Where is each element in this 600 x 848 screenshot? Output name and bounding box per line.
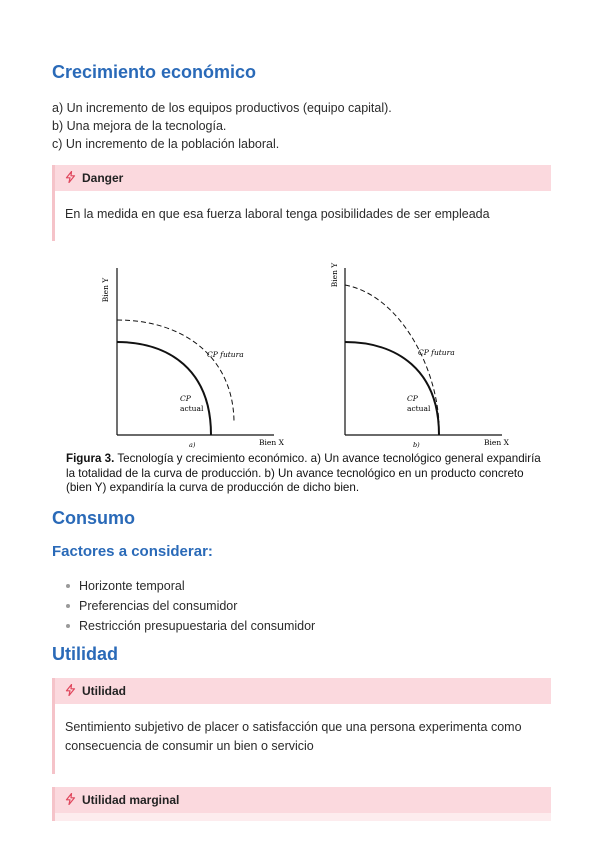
bullet-dot bbox=[66, 624, 70, 628]
cp-actual-label-a-bottom: actual bbox=[180, 404, 204, 413]
bullet-dot bbox=[66, 604, 70, 608]
danger-label: Danger bbox=[82, 171, 124, 185]
bullet-dot bbox=[66, 584, 70, 588]
lightning-icon bbox=[65, 793, 76, 808]
x-axis-label-a: Bien X bbox=[259, 438, 284, 447]
cp-futura-curve-a bbox=[117, 320, 234, 423]
chart-b-tag: b) bbox=[413, 441, 420, 449]
figure-caption-text: Tecnología y crecimiento económico. a) Un avance tecnológico general expandiría la totalidad de la curva de producción. b) Un avance tecnológico en un producto concreto (bien Y) expandiría la curva de producción de dicho bien. bbox=[66, 452, 541, 494]
list-item bbox=[52, 616, 315, 636]
heading-consumo: Consumo bbox=[52, 508, 135, 528]
chart-a-tag: a) bbox=[189, 441, 196, 449]
danger-callout bbox=[52, 165, 551, 241]
utilidad-callout-label: Utilidad bbox=[82, 684, 126, 698]
cp-futura-label-a: CP futura bbox=[207, 350, 244, 359]
cp-actual-curve-a bbox=[117, 342, 211, 435]
crecimiento-item: b) Una mejora de la tecnología. bbox=[52, 119, 227, 133]
cp-futura-label-b: CP futura bbox=[418, 348, 455, 357]
crecimiento-item: c) Un incremento de la población laboral. bbox=[52, 137, 280, 151]
utilidad-callout-body: Sentimiento subjetivo de placer o satisfacción que una persona experimenta como consecuencia de consumir un bien o servicio bbox=[55, 704, 551, 774]
heading-crecimiento: Crecimiento económico bbox=[52, 62, 257, 82]
figure-caption bbox=[66, 452, 548, 496]
figure-caption-label: Figura 3. bbox=[66, 452, 115, 465]
lightning-icon bbox=[65, 171, 76, 186]
cp-actual-label-a-top: CP bbox=[180, 394, 191, 403]
chart-b bbox=[330, 262, 510, 449]
figure-production-curves bbox=[64, 255, 548, 450]
heading-utilidad: Utilidad bbox=[52, 644, 118, 664]
heading-factores: Factores a considerar: bbox=[52, 543, 213, 560]
crecimiento-item: a) Un incremento de los equipos productivos (equipo capital). bbox=[52, 101, 392, 115]
utilidad-marginal-header[interactable] bbox=[55, 787, 551, 813]
list-item bbox=[52, 596, 315, 616]
utilidad-callout bbox=[52, 678, 551, 774]
utilidad-marginal-callout bbox=[52, 787, 551, 821]
list-item-text: Horizonte temporal bbox=[79, 579, 185, 593]
cp-actual-label-b-bottom: actual bbox=[407, 404, 431, 413]
chart-a bbox=[101, 268, 285, 449]
cp-actual-label-b-top: CP bbox=[407, 394, 418, 403]
utilidad-callout-header[interactable] bbox=[55, 678, 551, 704]
crecimiento-list bbox=[52, 99, 392, 153]
danger-body: En la medida en que esa fuerza laboral tenga posibilidades de ser empleada bbox=[55, 191, 551, 241]
lightning-icon bbox=[65, 684, 76, 699]
y-axis-label-b: Bien Y bbox=[330, 262, 339, 288]
list-item-text: Preferencias del consumidor bbox=[79, 599, 238, 613]
danger-callout-header[interactable] bbox=[55, 165, 551, 191]
list-item bbox=[52, 576, 315, 596]
x-axis-label-b: Bien X bbox=[484, 438, 509, 447]
list-item-text: Restricción presupuestaria del consumidor bbox=[79, 619, 316, 633]
y-axis-label-a: Bien Y bbox=[101, 277, 110, 303]
factores-list bbox=[52, 576, 315, 636]
utilidad-marginal-label: Utilidad marginal bbox=[82, 793, 180, 807]
